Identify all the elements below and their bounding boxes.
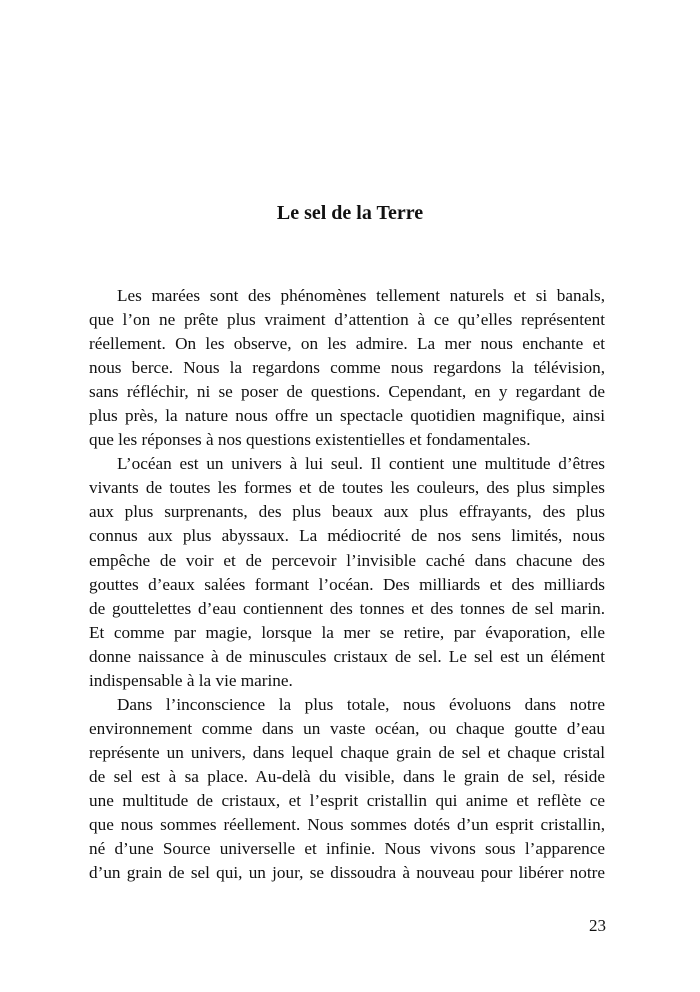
text-line: aux plus surprenants, des plus beaux aux plus effrayants, des plus: [89, 502, 605, 522]
chapter-title: Le sel de la Terre: [276, 202, 424, 224]
text-line: de sel est à sa place. Au-delà du visible, dans le grain de sel, réside: [89, 766, 605, 786]
text-line: sans réfléchir, ni se poser de questions. Cependant, en y regardant de: [89, 382, 605, 402]
text-line: vivants de toutes les formes et de toutes les couleurs, des plus simples: [89, 478, 605, 498]
chapter-body: [89, 284, 605, 885]
text-line: gouttes d’eaux salées formant l’océan. Des milliards et des milliards: [89, 574, 605, 594]
text-line: plus près, la nature nous offre un spectacle quotidien magnifique, ainsi: [89, 406, 605, 426]
text-line: né d’une Source universelle et infinie. Nous vivons sous l’apparence: [89, 839, 605, 859]
text-line: Et comme par magie, lorsque la mer se retire, par évaporation, elle: [89, 622, 605, 642]
text-line: que l’on ne prête plus vraiment d’attention à ce qu’elles représentent: [89, 310, 605, 330]
text-line: une multitude de cristaux, et l’esprit cristallin qui anime et reflète ce: [89, 790, 605, 810]
text-line: environnement comme dans un vaste océan, ou chaque goutte d’eau: [89, 718, 605, 738]
text-line: Les marées sont des phénomènes tellement naturels et si banals,: [117, 286, 605, 305]
text-line: que nous sommes réellement. Nous sommes dotés d’un esprit cristallin,: [89, 815, 605, 835]
text-line: d’un grain de sel qui, un jour, se dissoudra à nouveau pour libérer notre: [89, 863, 605, 883]
text-line: donne naissance à de minuscules cristaux de sel. Le sel est un élément: [89, 646, 605, 666]
text-line: indispensable à la vie marine.: [89, 670, 293, 690]
text-line: empêche de voir et de percevoir l’invisible caché dans chacune des: [89, 550, 605, 570]
text-line: Dans l’inconscience la plus totale, nous évoluons dans notre: [117, 694, 605, 714]
text-line: nous berce. Nous la regardons comme nous regardons la télévision,: [89, 358, 605, 378]
text-line: que les réponses à nos questions existentielles et fondamentales.: [89, 430, 531, 450]
text-line: L’océan est un univers à lui seul. Il contient une multitude d’êtres: [117, 454, 605, 474]
text-line: de gouttelettes d’eau contiennent des tonnes et des tonnes de sel marin.: [89, 598, 605, 618]
text-line: réellement. On les observe, on les admire. La mer nous enchante et: [89, 334, 605, 354]
text-line: connus aux plus abyssaux. La médiocrité de nos sens limités, nous: [89, 526, 605, 546]
text-line: représente un univers, dans lequel chaque grain de sel et chaque cristal: [89, 742, 605, 762]
page-number: 23: [589, 916, 606, 935]
